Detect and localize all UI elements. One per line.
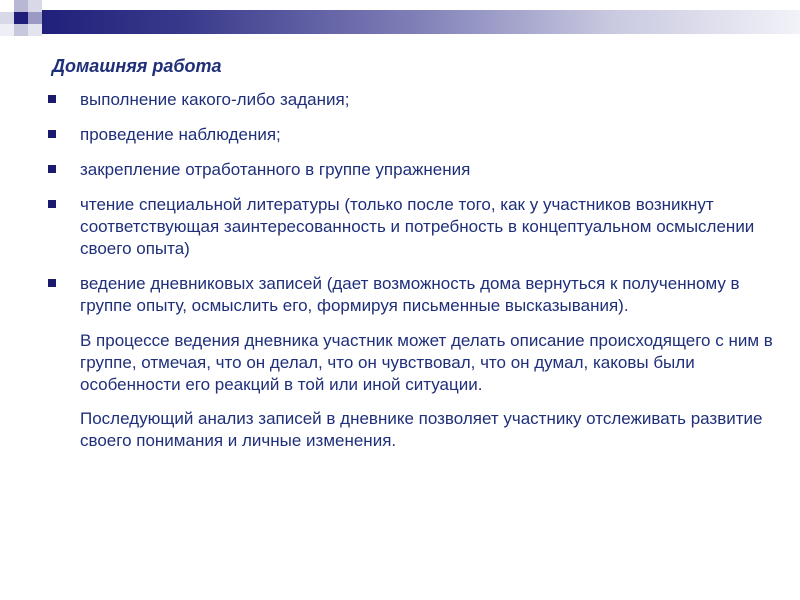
decorative-square [28,24,42,36]
decorative-square [28,0,42,12]
bullet-item [48,194,778,260]
decorative-squares [0,0,60,50]
bullet-item [48,273,778,317]
bullet-text: проведение наблюдения; [80,125,281,144]
bullet-text: чтение специальной литературы (только после того, как у участников возникнут соответствующая заинтересованность и потребность в концептуальном осмыслении своего опыта) [80,195,755,258]
slide-title: Домашняя работа [52,56,222,76]
bullet-text: выполнение какого-либо задания; [80,90,350,109]
decorative-square [14,0,28,12]
bullet-square-icon [48,200,56,208]
decorative-square [14,12,28,24]
bullet-item [48,89,778,111]
bullet-list [48,89,778,317]
decorative-square [14,24,28,36]
paragraph: Последующий анализ записей в дневнике позволяет участнику отслеживать развитие своего понимания и личные изменения. [80,409,763,450]
top-decorative-band [36,10,800,34]
paragraph: В процессе ведения дневника участник может делать описание происходящего с ним в группе, отмечая, что он делал, что он чувствовал, что он думал, каковы были особенности его реакций в той или иной ситуации. [80,331,773,394]
decorative-square [28,12,42,24]
bullet-square-icon [48,95,56,103]
bullet-square-icon [48,130,56,138]
decorative-square [0,12,14,24]
slide-content [48,56,778,464]
bullet-square-icon [48,279,56,287]
bullet-item [48,124,778,146]
decorative-square [0,24,14,36]
bullet-text: закрепление отработанного в группе упражнения [80,160,471,179]
bullet-item [48,159,778,181]
bullet-square-icon [48,165,56,173]
bullet-text: ведение дневниковых записей (дает возможность дома вернуться к полученному в группе опыту, осмыслить его, формируя письменные высказывания). [80,274,740,315]
